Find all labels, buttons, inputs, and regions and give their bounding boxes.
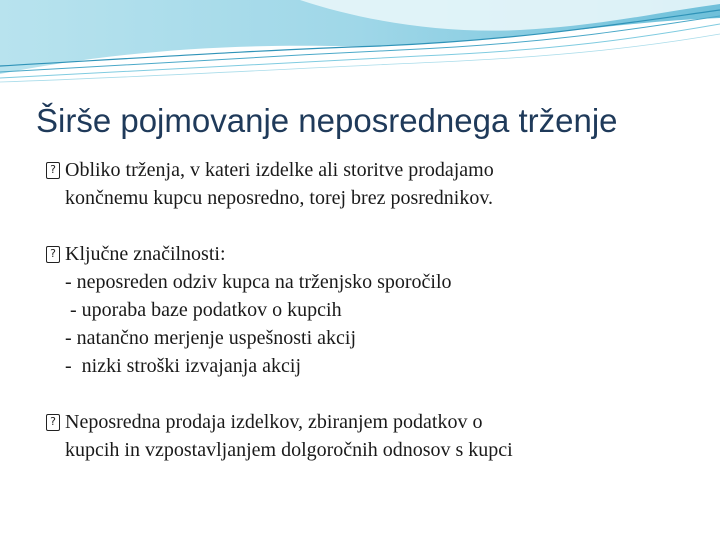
paragraph-line: Ključne značilnosti:	[65, 243, 226, 265]
missing-glyph-bullet-icon: ?	[46, 414, 60, 431]
missing-glyph-bullet-icon: ?	[46, 246, 60, 263]
paragraph-line: - uporaba baze podatkov o kupcih	[65, 299, 342, 321]
paragraph-line: kupcih in vzpostavljanjem dolgoročnih odnosov s kupci	[65, 439, 513, 461]
header-wave-decoration	[0, 0, 720, 90]
paragraph-line: Obliko trženja, v kateri izdelke ali storitve prodajamo	[65, 159, 494, 181]
paragraph-line: končnemu kupcu neposredno, torej brez posrednikov.	[65, 187, 494, 209]
bullet-paragraph	[46, 240, 696, 380]
bullet-paragraph	[46, 156, 696, 212]
paragraph-line: Neposredna prodaja izdelkov, zbiranjem podatkov o	[65, 411, 483, 433]
paragraph-line: - natančno merjenje uspešnosti akcij	[65, 327, 357, 349]
bullet-paragraph	[46, 408, 696, 464]
paragraph-line: - nizki stroški izvajanja akcij	[65, 355, 302, 377]
paragraph-line: - neposreden odziv kupca na trženjsko sporočilo	[65, 271, 452, 293]
slide-title: Širše pojmovanje neposrednega trženje	[36, 102, 618, 139]
missing-glyph-bullet-icon: ?	[46, 162, 60, 179]
slide-body	[46, 156, 696, 464]
